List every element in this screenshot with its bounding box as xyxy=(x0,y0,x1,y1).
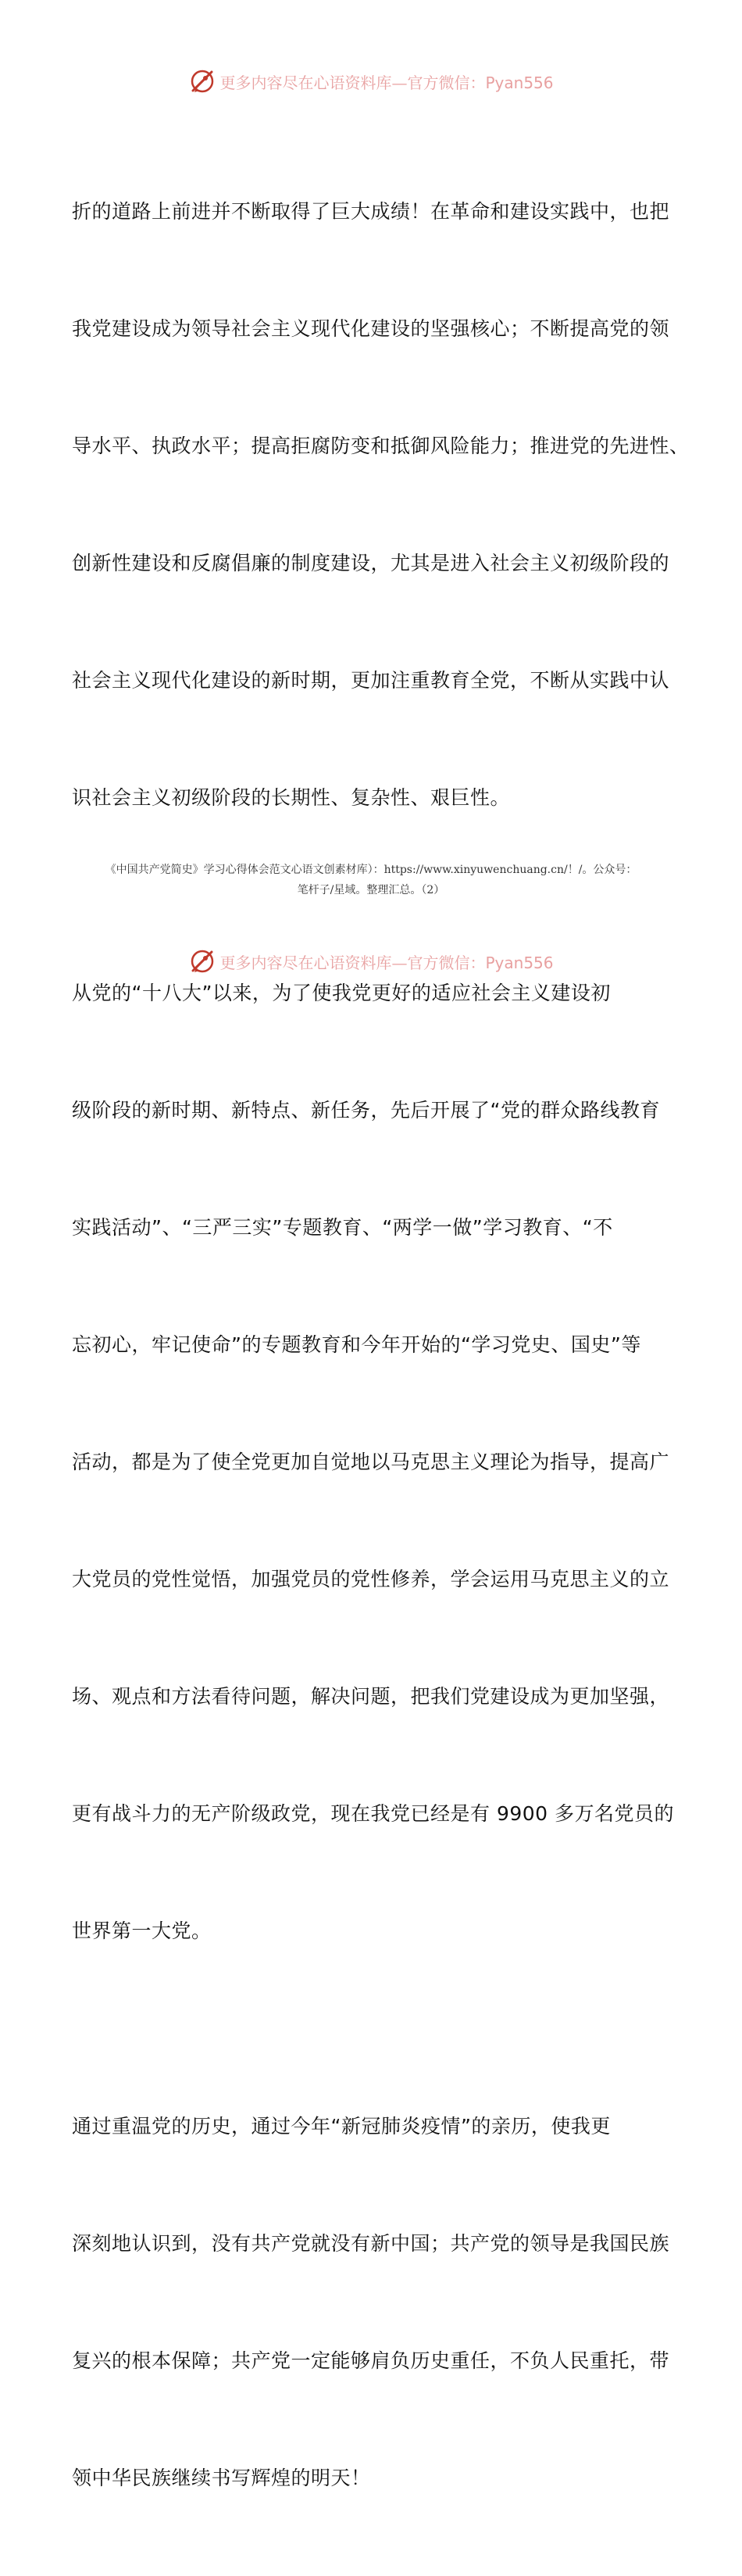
source-note-line-2: 笔杆子/星域。整理汇总。（2） xyxy=(297,884,445,896)
text-line: 领中华民族继续书写辉煌的明天！ xyxy=(72,2467,371,2489)
header-banner xyxy=(0,66,742,97)
banner-dash: — xyxy=(391,73,408,92)
text-line: 折的道路上前进并不断取得了巨大成绩！在革命和建设实践中，也把 xyxy=(72,200,670,223)
banner-wechat-label: 官方微信： xyxy=(407,953,486,972)
banner-main-text: 更多内容尽在心语资料库 xyxy=(219,953,392,972)
document-body xyxy=(72,114,690,2576)
banner-wechat-id: Pyan556 xyxy=(485,953,554,972)
source-note-line-1: 《中国共产党简史》学习心得体会范文心语文创素材库）：https://www.xinyuwenchuang.cn/！/。公众号： xyxy=(105,864,637,876)
footer-banner xyxy=(0,946,742,977)
text-line: 导水平、执政水平；提高拒腐防变和抵御风险能力；推进党的先进性、 xyxy=(72,435,690,457)
text-line: 大党员的党性觉悟，加强党员的党性修养，学会运用马克思主义的立 xyxy=(72,1568,670,1590)
text-line: 复兴的根本保障；共产党一定能够肩负历史重任，不负人民重托，带 xyxy=(72,2349,670,2372)
banner-wechat-id: Pyan556 xyxy=(485,73,554,92)
text-line: 识社会主义初级阶段的长期性、复杂性、艰巨性。 xyxy=(72,786,511,809)
banner-wechat-label: 官方微信： xyxy=(407,73,486,92)
banner-text xyxy=(219,950,553,973)
pen-circle-logo-icon xyxy=(188,947,216,975)
text-line: 场、观点和方法看待问题，解决问题，把我们党建设成为更加坚强， xyxy=(72,1685,670,1708)
text-line: 社会主义现代化建设的新时期，更加注重教育全党，不断从实践中认 xyxy=(72,669,670,692)
text-line: 世界第一大党。 xyxy=(72,1919,212,1942)
text-line: 创新性建设和反腐倡廉的制度建设，尤其是进入社会主义初级阶段的 xyxy=(72,552,670,574)
banner-main-text: 更多内容尽在心语资料库 xyxy=(219,73,392,92)
text-line: 忘初心，牢记使命”的专题教育和今年开始的“学习党史、国史”等 xyxy=(72,1333,641,1356)
banner-dash: — xyxy=(391,953,408,972)
text-line: 通过重温党的历史，通过今年“新冠肺炎疫情”的亲历，使我更 xyxy=(72,2115,611,2138)
pen-circle-logo-icon xyxy=(188,67,216,95)
paragraph-2 xyxy=(72,896,673,2029)
source-note xyxy=(62,860,680,900)
text-line: 深刻地认识到，没有共产党就没有新中国；共产党的领导是我国民族 xyxy=(72,2232,670,2255)
paragraph-3 xyxy=(72,2029,673,2576)
paragraph-1 xyxy=(72,114,690,896)
text-line: 级阶段的新时期、新特点、新任务，先后开展了“党的群众路线教育 xyxy=(72,1099,660,1122)
text-line: 活动，都是为了使全党更加自觉地以马克思主义理论为指导，提高广 xyxy=(72,1451,670,1473)
text-line: 更有战斗力的无产阶级政党，现在我党已经是有 9900 多万名党员的 xyxy=(72,1802,675,1825)
text-line: 从党的“十八大”以来，为了使我党更好的适应社会主义建设初 xyxy=(72,982,611,1004)
text-line: 实践活动”、“三严三实”专题教育、“两学一做”学习教育、“不 xyxy=(72,1216,613,1239)
banner-text xyxy=(219,70,553,93)
text-line: 我党建设成为领导社会主义现代化建设的坚强核心；不断提高党的领 xyxy=(72,317,670,340)
